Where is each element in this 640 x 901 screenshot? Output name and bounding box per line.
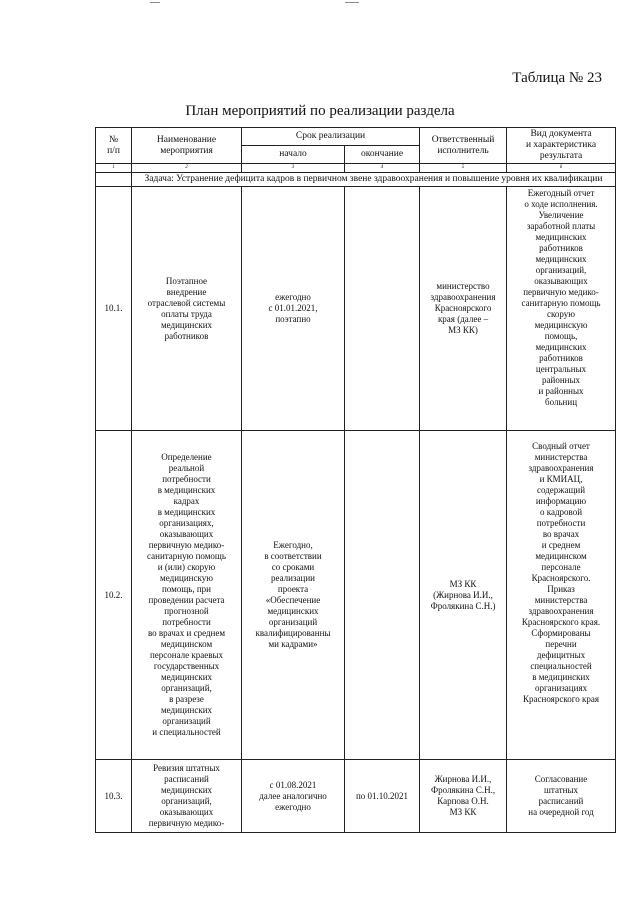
plan-table xyxy=(95,127,616,833)
header-start: начало xyxy=(242,146,345,164)
header-result: Вид документа и характеристика результата xyxy=(507,128,616,164)
row-result: Ежегодный отчет о ходе исполнения. Увеличение заработной платы медицинских работников медицинских организаций, оказывающих первичную медико- санитарную помощь скорую медицинскую помощь, медицинских работников центральных районных и районных больниц xyxy=(507,187,616,431)
row-responsible: МЗ КК (Жирнова И.И., Фролякина С.Н.) xyxy=(420,431,507,760)
column-number: 1 xyxy=(96,164,132,173)
header-term: Срок реализации xyxy=(242,128,420,146)
row-end xyxy=(345,187,420,431)
scan-top-marks xyxy=(0,0,640,10)
row-end xyxy=(345,431,420,760)
header-responsible: Ответственный исполнитель xyxy=(420,128,507,164)
column-number-row xyxy=(96,164,616,173)
table-number-label: Таблица № 23 xyxy=(512,70,602,86)
header-num: № п/п xyxy=(96,128,132,164)
column-number: 6 xyxy=(507,164,616,173)
row-num: 10.3. xyxy=(96,760,132,833)
column-number: 2 xyxy=(132,164,242,173)
task-text: Задача: Устранение дефицита кадров в первичном звене здравоохранения и повышение уровня их квалификации xyxy=(132,173,616,187)
row-num: 10.1. xyxy=(96,187,132,431)
row-responsible: Жирнова И.И., Фролякина С.Н., Карпова О.Н. МЗ КК xyxy=(420,760,507,833)
row-end: по 01.10.2021 xyxy=(345,760,420,833)
table-row xyxy=(96,431,616,760)
row-name: Определение реальной потребности в медицинских кадрах в медицинских организациях, оказывающих первичную медико- санитарную помощь и (или) скорую медицинскую помощь, при проведении расчета прогнозной потребности во врачах и среднем медицинском персонале краевых государственных медицинских организаций, в разрезе медицинских организаций и специальностей xyxy=(132,431,242,760)
task-num-cell xyxy=(96,173,132,187)
table-row xyxy=(96,187,616,431)
row-responsible: министерство здравоохранения Красноярского края (далее – МЗ КК) xyxy=(420,187,507,431)
header-row-1 xyxy=(96,128,616,146)
row-start: Ежегодно, в соответствии со сроками реализации проекта «Обеспечение медицинских организаций квалифицированны ми кадрами» xyxy=(242,431,345,760)
column-number: 5 xyxy=(420,164,507,173)
header-end: окончание xyxy=(345,146,420,164)
row-start: ежегодно с 01.01.2021, поэтапно xyxy=(242,187,345,431)
column-number: 3 xyxy=(242,164,345,173)
row-start: с 01.08.2021 далее аналогично ежегодно xyxy=(242,760,345,833)
row-result: Согласование штатных расписаний на очередной год xyxy=(507,760,616,833)
row-name: Ревизия штатных расписаний медицинских организаций, оказывающих первичную медико- xyxy=(132,760,242,833)
document-title: План мероприятий по реализации раздела xyxy=(185,103,455,119)
task-row xyxy=(96,173,616,187)
table-row xyxy=(96,760,616,833)
row-result: Сводный отчет министерства здравоохранения и КМИАЦ, содержащий информацию о кадровой потребности во врачах и среднем медицинском персонале Красноярского. Приказ министерства здравоохранения Красноярского края. Сформированы перечни дефицитных специальностей в медицинских организациях Красноярского края xyxy=(507,431,616,760)
column-number: 4 xyxy=(345,164,420,173)
row-name: Поэтапное внедрение отраслевой системы оплаты труда медицинских работников xyxy=(132,187,242,431)
header-name: Наименование мероприятия xyxy=(132,128,242,164)
row-num: 10.2. xyxy=(96,431,132,760)
